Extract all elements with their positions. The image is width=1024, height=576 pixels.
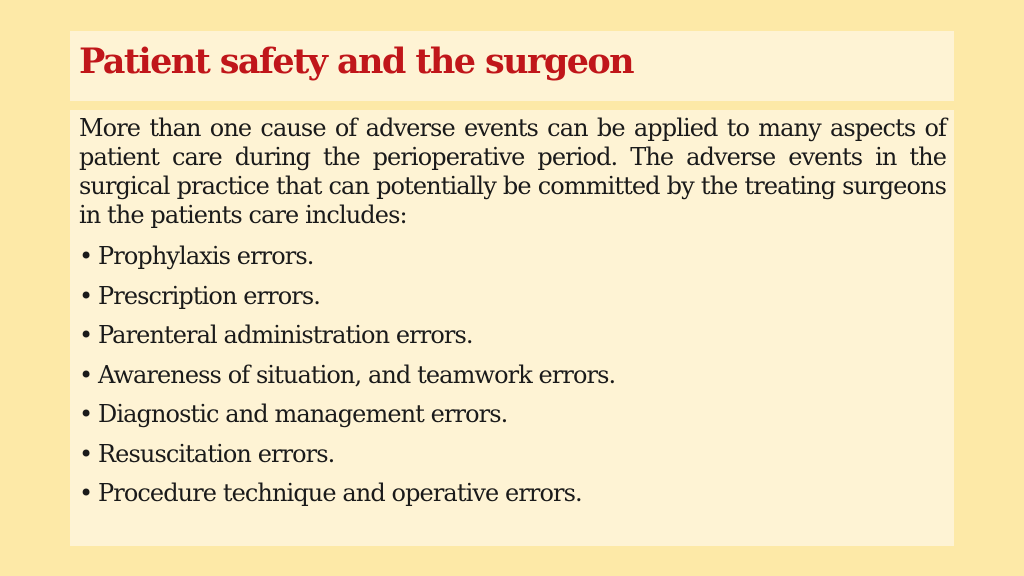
- list-item-text: Procedure technique and operative errors.: [98, 479, 582, 507]
- bullet-icon: •: [79, 242, 93, 270]
- list-item: [79, 435, 946, 475]
- list-item: [79, 474, 946, 514]
- bullet-icon: •: [79, 439, 93, 468]
- list-item: [79, 395, 946, 435]
- list-item: [79, 277, 946, 317]
- list-item-text: Awareness of situation, and teamwork errors.: [98, 360, 616, 389]
- list-item-text: Diagnostic and management errors.: [98, 400, 508, 428]
- error-list: [79, 237, 946, 514]
- list-item-text: Prophylaxis errors.: [98, 242, 314, 270]
- list-item-text: Prescription errors.: [98, 281, 320, 310]
- bullet-icon: •: [79, 281, 93, 310]
- content-panel: [70, 110, 954, 546]
- title-panel: [70, 31, 954, 101]
- list-item-text: Resuscitation errors.: [98, 439, 335, 468]
- bullet-icon: •: [79, 360, 93, 389]
- list-item: [79, 237, 946, 277]
- list-item: [79, 316, 946, 356]
- slide-title: Patient safety and the surgeon: [79, 41, 633, 82]
- list-item: [79, 356, 946, 396]
- bullet-icon: •: [79, 321, 93, 349]
- bullet-icon: •: [79, 479, 93, 507]
- bullet-icon: •: [79, 400, 93, 428]
- intro-paragraph: More than one cause of adverse events can be applied to many aspects of patient care during the perioperative period. The adverse events in the surgical practice that can potentially be committed by the treating surgeons in the patients care includes:: [79, 114, 946, 229]
- list-item-text: Parenteral administration errors.: [98, 321, 473, 349]
